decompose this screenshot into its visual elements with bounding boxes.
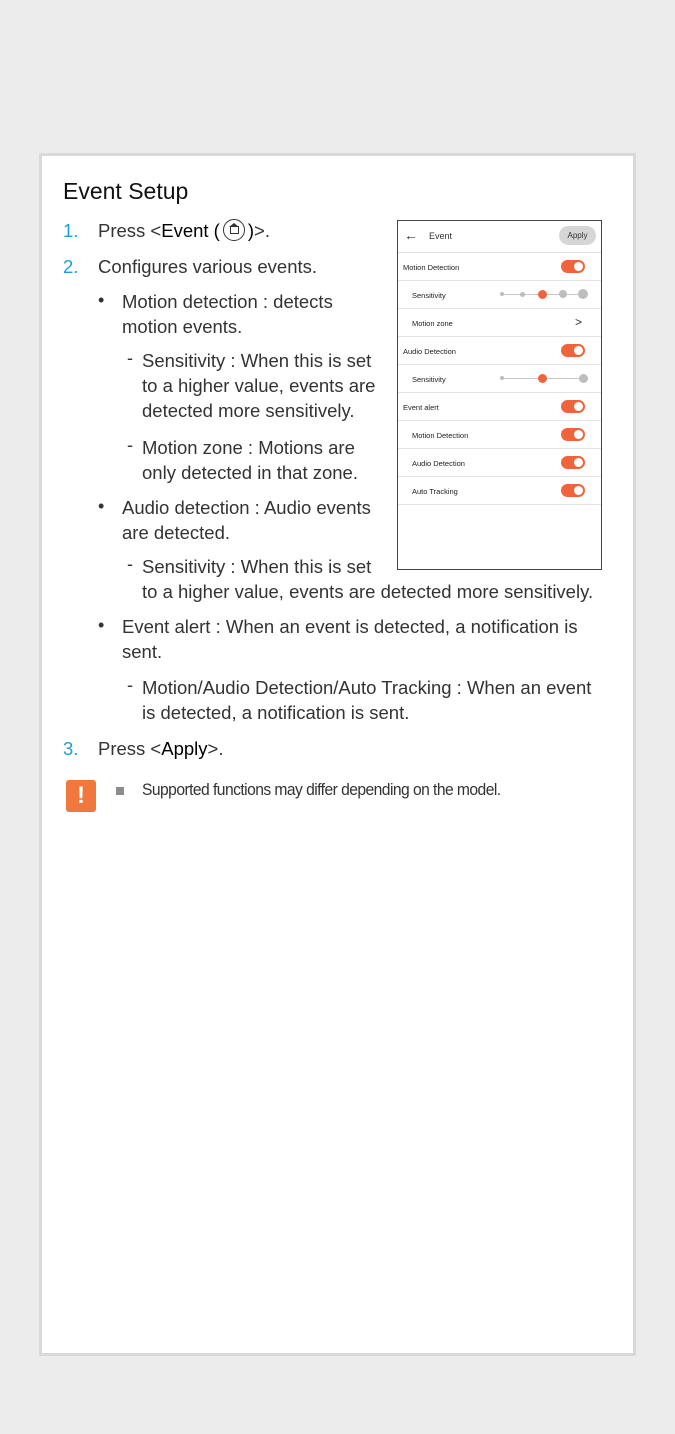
phone-row-label: Audio Detection [403, 347, 456, 356]
page-title: Event Setup [63, 178, 189, 204]
apply-button[interactable]: Apply [559, 226, 596, 245]
slider-step-dot[interactable] [579, 374, 588, 383]
alert-sub-text: Motion/Audio Detection/Auto Tracking : When an event is detected, a notification is sent. [142, 677, 592, 723]
slider-step-dot[interactable] [538, 374, 547, 383]
phone-row[interactable] [398, 449, 601, 477]
phone-row-label: Auto Tracking [412, 487, 458, 496]
step-number: 2. [63, 256, 79, 277]
phone-row[interactable] [398, 393, 601, 421]
phone-row[interactable] [398, 253, 601, 281]
phone-row-label: Motion Detection [412, 431, 469, 440]
sensitivity-slider[interactable] [502, 294, 583, 295]
audio-detection-text: Audio detection : Audio events are detected. [122, 497, 371, 543]
sensitivity-slider[interactable] [502, 378, 583, 379]
step-number: 3. [63, 738, 79, 759]
phone-row[interactable] [398, 309, 601, 337]
bullet-dot: • [98, 496, 105, 516]
slider-step-dot[interactable] [578, 289, 588, 299]
home-icon [223, 219, 245, 241]
motion-zone-text: Motion zone : Motions are only detected in that zone. [142, 437, 358, 483]
bullet-dot: • [98, 615, 105, 635]
chevron-right-icon[interactable]: > [574, 315, 582, 329]
phone-row[interactable] [398, 421, 601, 449]
event-screen-figure [397, 220, 602, 570]
toggle-switch[interactable] [561, 344, 585, 357]
phone-row[interactable] [398, 337, 601, 365]
toggle-switch[interactable] [561, 456, 585, 469]
warning-icon: ! [66, 780, 96, 812]
manual-page: Event Setup 1. Press <Event ( )>. 2. Configures various events. • Motion detection : detects motion events. - Sensitivity : When this is set to a higher value, events are detected more sensitively. - Motion zone : Motions are only detected in that zone. • Audio detection : Audio events are detected. - Sensitivity : When this is set to a higher value, events are detected more sensitively. • Event alert : When an event is detected, a notification is sent. - Motion/Audio Detection/Auto Tracking : When an event is detected, a notification is sent. 3. Press <Apply>. ! Supported functions may differ depending on the model. ← Event Apply Motion Detection Sensitivity Motion zone > Audio Detection Sensitivity Event alert Motion Detection Audio Detection Auto Tracking [39, 153, 636, 1356]
toggle-switch[interactable] [561, 260, 585, 273]
step-number: 1. [63, 220, 79, 241]
slider-step-dot[interactable] [538, 290, 547, 299]
slider-step-dot[interactable] [500, 292, 504, 296]
phone-row-label: Event alert [403, 403, 439, 412]
phone-row-label: Motion zone [412, 319, 453, 328]
phone-row-label: Sensitivity [412, 375, 446, 384]
back-arrow-icon[interactable]: ← [404, 227, 418, 243]
slider-step-dot[interactable] [520, 292, 525, 297]
step-1-text: Press <Event ( )>. [98, 220, 270, 241]
phone-row[interactable] [398, 281, 601, 309]
slider-step-dot[interactable] [500, 376, 504, 380]
note-text: Supported functions may differ depending on the model. [142, 780, 501, 799]
phone-row-label: Motion Detection [403, 263, 460, 272]
phone-title: Event [429, 231, 453, 241]
phone-row[interactable] [398, 477, 601, 505]
bullet-dot: • [98, 290, 105, 310]
step-2-text: Configures various events. [98, 256, 318, 277]
toggle-switch[interactable] [561, 484, 585, 497]
phone-row[interactable] [398, 365, 601, 393]
toggle-switch[interactable] [561, 428, 585, 441]
phone-row-label: Audio Detection [412, 459, 465, 468]
audio-sensitivity-text: Sensitivity : When this is set to a higher value, events are detected more sensitively. [142, 556, 594, 602]
step-3-text: Press <Apply>. [98, 738, 224, 759]
event-alert-text: Event alert : When an event is detected, a notification is sent. [122, 616, 578, 662]
toggle-switch[interactable] [561, 400, 585, 413]
motion-detection-text: Motion detection : detects motion events. [122, 291, 333, 337]
motion-sensitivity-text: Sensitivity : When this is set to a higher value, events are detected more sensitively. [142, 350, 376, 421]
slider-step-dot[interactable] [559, 290, 567, 298]
phone-row-label: Sensitivity [412, 291, 446, 300]
phone-header [398, 221, 601, 253]
note-square-icon [116, 787, 124, 795]
